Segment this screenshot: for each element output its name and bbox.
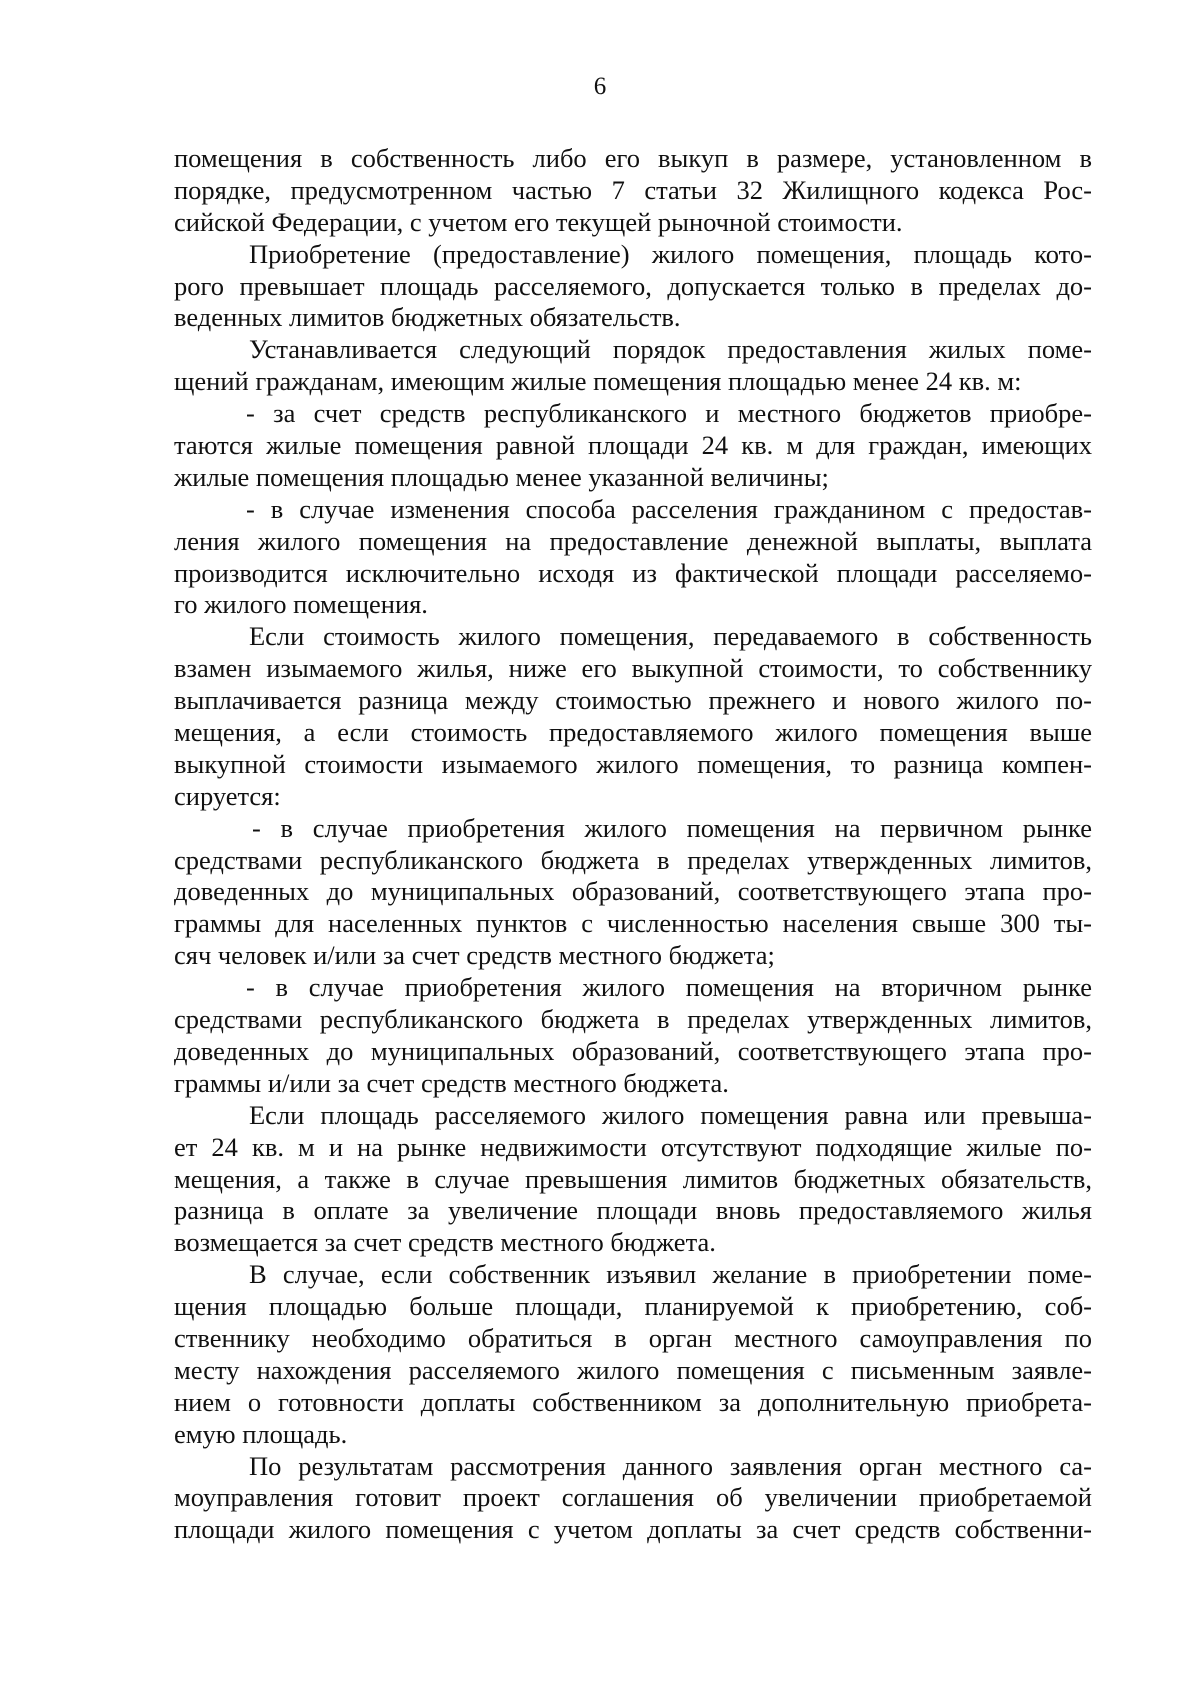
text-line: граммы и/или за счет средств местного бюджета. bbox=[174, 1067, 729, 1098]
text-line: Устанавливается следующий порядок предоставления жилых поме- bbox=[249, 334, 1092, 365]
text-line: средствами республиканского бюджета в пределах утвержденных лимитов, bbox=[174, 844, 1092, 875]
list-item bbox=[174, 494, 1092, 622]
text-line: месту нахождения расселяемого жилого помещения с письменным заявле- bbox=[174, 1354, 1092, 1385]
text-line: - в случае приобретения жилого помещения на первичном рынке bbox=[252, 812, 1092, 843]
text-line: щений гражданам, имеющим жилые помещения площадью менее 24 кв. м: bbox=[174, 366, 1022, 397]
text-line: веденных лимитов бюджетных обязательств. bbox=[174, 302, 681, 333]
document-body bbox=[174, 143, 1092, 1546]
text-line: взамен изымаемого жилья, ниже его выкупной стоимости, то собственнику bbox=[174, 653, 1092, 684]
text-line: мещения, а также в случае превышения лимитов бюджетных обязательств, bbox=[174, 1163, 1092, 1194]
text-line: сяч человек и/или за счет средств местного бюджета; bbox=[174, 940, 775, 971]
text-line: рого превышает площадь расселяемого, допускается только в пределах до- bbox=[174, 270, 1092, 301]
paragraph bbox=[174, 1451, 1092, 1547]
text-line: сийской Федерации, с учетом его текущей рыночной стоимости. bbox=[174, 206, 903, 237]
text-line: таются жилые помещения равной площади 24 кв. м для граждан, имеющих bbox=[174, 430, 1092, 461]
text-line: мещения, а если стоимость предоставляемого жилого помещения выше bbox=[174, 717, 1092, 748]
list-item bbox=[174, 972, 1092, 1100]
page-number: 6 bbox=[593, 73, 607, 100]
text-line: нием о готовности доплаты собственником за дополнительную приобрета- bbox=[174, 1386, 1092, 1417]
paragraph bbox=[174, 621, 1092, 812]
text-line: Если стоимость жилого помещения, передаваемого в собственность bbox=[249, 621, 1092, 652]
text-line: выплачивается разница между стоимостью прежнего и нового жилого по- bbox=[174, 685, 1092, 716]
paragraph bbox=[174, 239, 1092, 335]
text-line: щения площадью больше площади, планируемой к приобретению, соб- bbox=[174, 1291, 1092, 1322]
text-line: площади жилого помещения с учетом доплаты за счет средств собственни- bbox=[174, 1514, 1092, 1545]
paragraph bbox=[174, 334, 1092, 398]
text-line: ления жилого помещения на предоставление денежной выплаты, выплата bbox=[174, 525, 1092, 556]
text-line: помещения в собственность либо его выкуп в размере, установленном в bbox=[174, 143, 1092, 173]
text-line: - в случае приобретения жилого помещения на вторичном рынке bbox=[246, 972, 1092, 1003]
text-line: - в случае изменения способа расселения гражданином с предостав- bbox=[246, 493, 1092, 524]
text-line: граммы для населенных пунктов с численностью населения свыше 300 ты- bbox=[174, 908, 1092, 939]
text-line: средствами республиканского бюджета в пределах утвержденных лимитов, bbox=[174, 1004, 1092, 1035]
text-line: По результатам рассмотрения данного заявления орган местного са- bbox=[249, 1450, 1092, 1481]
text-line: Если площадь расселяемого жилого помещения равна или превыша- bbox=[249, 1099, 1092, 1130]
text-line: - за счет средств республиканского и местного бюджетов приобре- bbox=[246, 398, 1092, 429]
text-line: го жилого помещения. bbox=[174, 589, 428, 620]
text-line: сируется: bbox=[174, 780, 281, 811]
paragraph bbox=[174, 1100, 1092, 1259]
text-line: возмещается за счет средств местного бюджета. bbox=[174, 1227, 716, 1258]
text-line: В случае, если собственник изъявил желание в приобретении поме- bbox=[249, 1259, 1092, 1290]
text-line: жилые помещения площадью менее указанной величины; bbox=[174, 461, 829, 492]
text-line: моуправления готовит проект соглашения об увеличении приобретаемой bbox=[174, 1482, 1092, 1513]
list-item bbox=[174, 398, 1092, 494]
text-line: производится исключительно исходя из фактической площади расселяемо- bbox=[174, 557, 1092, 588]
text-line: порядке, предусмотренном частью 7 статьи 32 Жилищного кодекса Рос- bbox=[174, 174, 1092, 205]
text-line: разница в оплате за увеличение площади вновь предоставляемого жилья bbox=[174, 1195, 1092, 1226]
text-line: Приобретение (предоставление) жилого помещения, площадь кото- bbox=[249, 238, 1092, 269]
text-line: емую площадь. bbox=[174, 1418, 348, 1449]
text-line: доведенных до муниципальных образований, соответствующего этапа про- bbox=[174, 876, 1092, 907]
list-item bbox=[174, 813, 1092, 972]
text-line: выкупной стоимости изымаемого жилого помещения, то разница компен- bbox=[174, 748, 1092, 779]
paragraph bbox=[174, 143, 1092, 239]
paragraph bbox=[174, 1259, 1092, 1450]
text-line: ственнику необходимо обратиться в орган местного самоуправления по bbox=[174, 1322, 1092, 1353]
text-line: ет 24 кв. м и на рынке недвижимости отсутствуют подходящие жилые по- bbox=[174, 1131, 1092, 1162]
text-line: доведенных до муниципальных образований, соответствующего этапа про- bbox=[174, 1035, 1092, 1066]
